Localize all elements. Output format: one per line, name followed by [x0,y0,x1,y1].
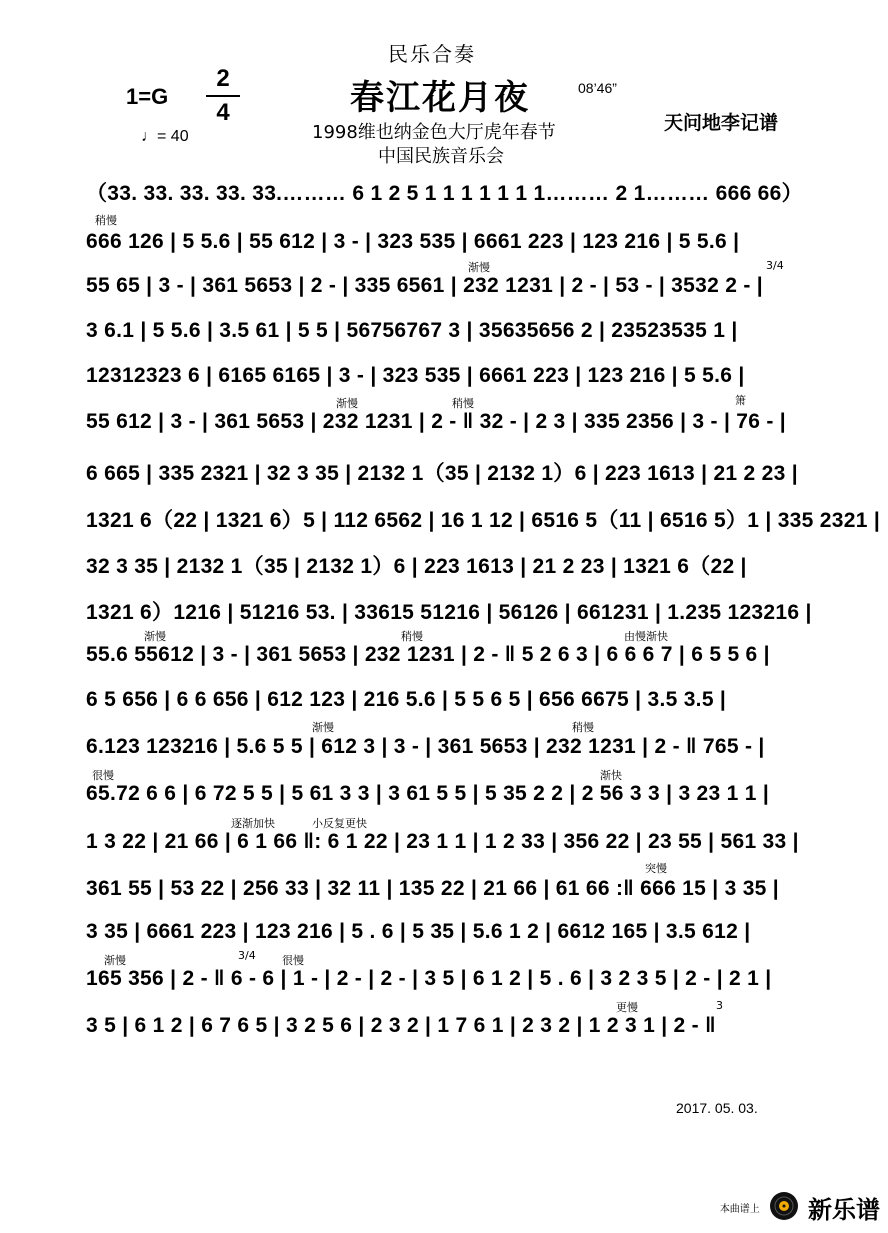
watermark-name: 新乐谱 [808,1196,880,1224]
tempo-annotation: 稍慢 [95,214,117,227]
score-line-7: 6 665 | 335 2321 | 32 3 35 | 2132 1（35 | 2132 1）6 | 223 1613 | 21 2 23 | [86,462,798,485]
tempo-annotation: 稍慢 [401,630,423,643]
tempo-annotation: 渐慢 [144,630,166,643]
score-line-6: 55 612 | 3 - | 361 5653 | 232 1231 | 2 - ‖ 32 - | 2 3 | 335 2356 | 3 - | 76 - | [86,410,786,433]
tempo-annotation: 小反复更快 [312,817,367,830]
score-line-13: 6.123 123216 | 5.6 5 5 | 612 3 | 3 - | 361 5653 | 232 1231 | 2 - ‖ 765 - | [86,735,765,758]
score-line-15: 1 3 22 | 21 66 | 6 1 66 ‖: 6 1 22 | 23 1 1 | 1 2 33 | 356 22 | 23 55 | 561 33 | [86,830,799,853]
score-line-8: 1321 6（22 | 1321 6）5 | 112 6562 | 16 1 12 | 6516 5（11 | 6516 5）1 | 335 2321 | [86,509,880,532]
score-line-18: 165 356 | 2 - ‖ 6 - 6 | 1 - | 2 - | 2 - | 3 5 | 6 1 2 | 5 . 6 | 3 2 3 5 | 2 - | 2 1 | [86,967,772,990]
page-title: 春江花月夜 [350,78,530,118]
score-line-12: 6 5 656 | 6 6 656 | 612 123 | 216 5.6 | 5 5 6 5 | 656 6675 | 3.5 3.5 | [86,688,727,711]
score-line-4: 3 6.1 | 5 5.6 | 3.5 61 | 5 5 | 56756767 3 | 35635656 2 | 23523535 1 | [86,319,738,342]
tempo-annotation: 很慢 [282,954,304,967]
score-line-10: 1321 6）1216 | 51216 53. | 33615 51216 | 56126 | 661231 | 1.235 123216 | [86,601,812,624]
key-signature: 1=G [126,84,169,109]
tempo-annotation: 突慢 [645,862,667,875]
time-signature-bottom: 4 [216,99,230,126]
instrument-annotation: 箫 [735,394,746,407]
watermark-prefix: 本曲谱上 [719,1204,760,1215]
score-line-3: 55 65 | 3 - | 361 5653 | 2 - | 335 6561 | 232 1231 | 2 - | 53 - | 3532 2 - | [86,274,763,297]
tempo-annotation: 稍慢 [572,721,594,734]
vinyl-record-icon [769,1191,799,1225]
meter-change-annotation: 3/4 [766,259,784,272]
tempo-annotation: 稍慢 [452,397,474,410]
score-line-1: （33. 33. 33. 33. 33.……… 6 1 2 5 1 1 1 1 1 1 1……… 2 1……… 666 66） [86,182,803,205]
watermark [720,1190,880,1225]
tempo-annotation: 更慢 [616,1001,638,1014]
score-line-16: 361 55 | 53 22 | 256 33 | 32 11 | 135 22 | 21 66 | 61 66 :‖ 666 15 | 3 35 | [86,877,779,900]
tempo-mark: ♩= 40 [141,128,189,145]
meter-change-annotation: 3/4 [238,949,256,962]
score-line-11: 55.6 55612 | 3 - | 361 5653 | 232 1231 | 2 - ‖ 5 2 6 3 | 6 6 6 7 | 6 5 5 6 | [86,643,770,666]
score-line-2: 666 126 | 5 5.6 | 55 612 | 3 - | 323 535 | 6661 223 | 123 216 | 5 5.6 | [86,230,740,253]
subtitle: 民乐合奏 [388,42,476,66]
score-line-19: 3 5 | 6 1 2 | 6 7 6 5 | 3 2 5 6 | 2 3 2 | 1 7 6 1 | 2 3 2 | 1 2 3 1 | 2 - ‖ [86,1014,716,1037]
tempo-annotation: 渐慢 [312,721,334,734]
score-line-17: 3 35 | 6661 223 | 123 216 | 5 . 6 | 5 35 | 5.6 1 2 | 6612 165 | 3.5 612 | [86,920,751,943]
tempo-annotation: 渐快 [600,769,622,782]
score-line-5: 12312323 6 | 6165 6165 | 3 - | 323 535 | 6661 223 | 123 216 | 5 5.6 | [86,364,745,387]
triplet-annotation: 3 [716,999,723,1012]
tempo-annotation: 渐慢 [468,261,490,274]
performance-info-line1: 1998维也纳金色大厅虎年春节 [312,122,556,143]
time-signature [206,64,240,128]
tempo-annotation: 逐渐加快 [231,817,275,830]
transcriber: 天问地李记谱 [664,112,779,134]
tempo-annotation: 很慢 [92,769,114,782]
tempo-annotation: 由慢渐快 [624,630,668,643]
duration: 08’46” [578,80,617,96]
score-line-14: 65.72 6 6 | 6 72 5 5 | 5 61 3 3 | 3 61 5 5 | 5 35 2 2 | 2 56 3 3 | 3 23 1 1 | [86,782,770,805]
tempo-annotation: 渐慢 [336,397,358,410]
performance-info-line2: 中国民族音乐会 [378,146,504,167]
time-signature-top: 2 [216,65,230,92]
score-line-9: 32 3 35 | 2132 1（35 | 2132 1）6 | 223 1613 | 21 2 23 | 1321 6（22 | [86,555,747,578]
date: 2017. 05. 03. [676,1100,758,1116]
time-signature-bar [206,95,240,97]
tempo-annotation: 渐慢 [104,954,126,967]
